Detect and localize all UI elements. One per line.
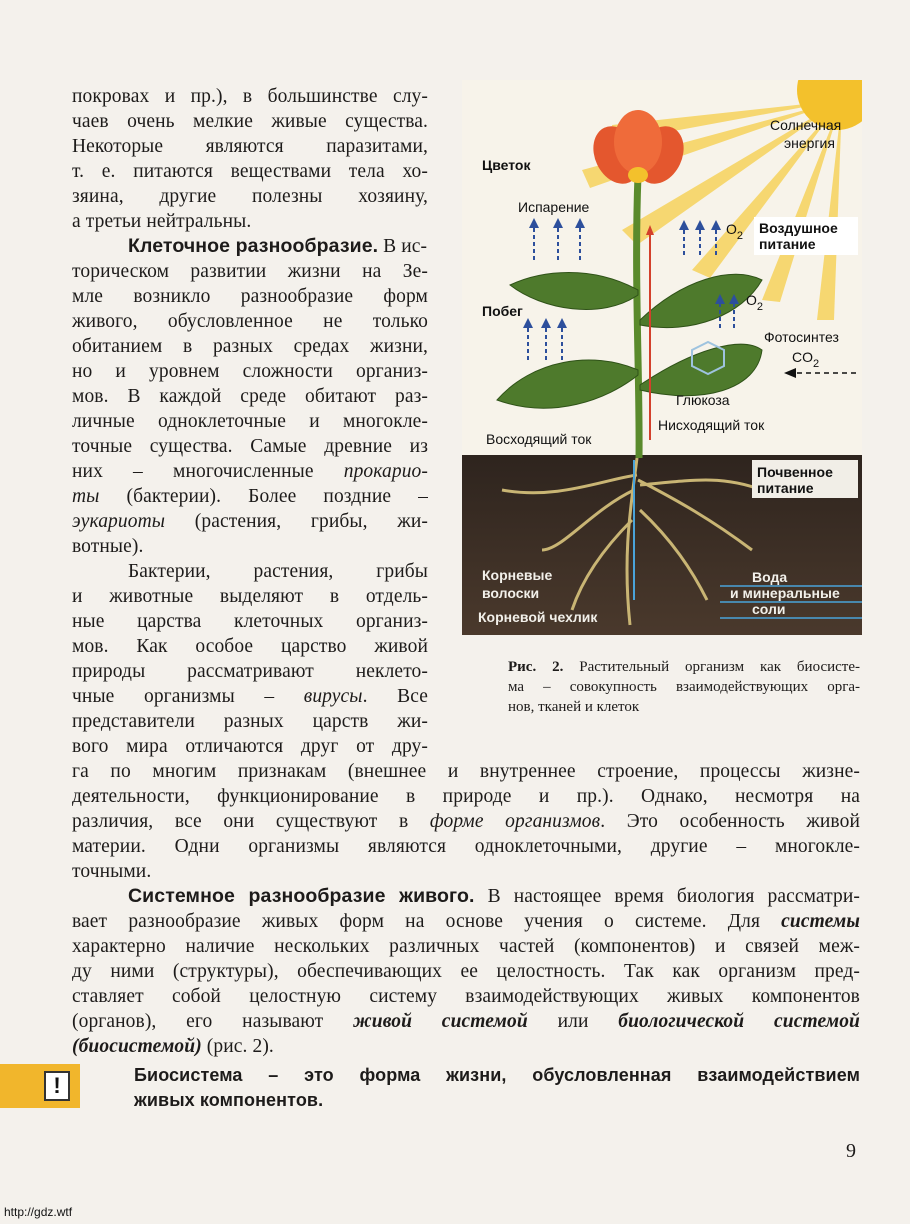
text-span: них – многочисленные xyxy=(72,461,344,482)
text-line: точные существа. Самые древние из xyxy=(72,436,428,457)
text-span: чные организмы – xyxy=(72,686,304,707)
plant-biosystem-figure xyxy=(462,80,862,635)
text-span: различия, все они существуют в xyxy=(72,811,430,832)
term-eukaryotes: эукариоты xyxy=(72,511,166,532)
label-soil-nutrition-1: Почвенное xyxy=(757,464,833,480)
label-co2: $CO_2$ xyxy=(792,349,820,370)
text-line: мов. В каждой среде обитают раз- xyxy=(72,386,428,407)
text-line: Некоторые являются паразитами, xyxy=(72,136,428,157)
caption-prefix: Рис. 2. xyxy=(508,659,564,675)
text-line: Бактерии, растения, грибы xyxy=(128,561,428,582)
heading-system-diversity: Системное разнообразие живого. xyxy=(128,885,475,907)
text-line: обитанием в разных средах жизни, xyxy=(72,336,428,357)
term-organism-form: форме организмов xyxy=(429,811,601,832)
text-line xyxy=(72,459,428,484)
text-line: ные царства клеточных организ- xyxy=(72,611,428,632)
term-prokaryotes: прокарио- xyxy=(343,461,428,482)
text-line: живого, обусловленное не только xyxy=(72,311,428,332)
text-line: мов. Как особое царство живой xyxy=(72,636,428,657)
text-span: В настоящее время биология рассматри- xyxy=(474,886,860,907)
label-photosynthesis: Фотосинтез xyxy=(764,329,839,345)
text-line: торическом развитии жизни на Зе- xyxy=(72,261,428,282)
label-glucose: Глюкоза xyxy=(676,392,730,408)
term-living-system: живой системой xyxy=(353,1011,528,1032)
exclamation-icon: ! xyxy=(44,1071,70,1101)
heading-cell-diversity: Клеточное разнообразие. xyxy=(128,235,379,257)
definition-line: Биосистема – это форма жизни, обусловленная взаимодействием xyxy=(134,1065,860,1085)
label-o2-top: $O_2$ xyxy=(726,221,744,242)
label-water-2: и минеральные xyxy=(730,585,840,601)
label-flower: Цветок xyxy=(482,157,531,173)
term-biological-system: биологической системой xyxy=(618,1011,860,1032)
label-air-nutrition-2: питание xyxy=(759,236,816,252)
label-descending-flow: Нисходящий ток xyxy=(658,417,765,433)
page-number: 9 xyxy=(846,1140,856,1162)
text-line: и животные выделяют в отдель- xyxy=(72,586,428,607)
watermark-text: http://gdz.wtf xyxy=(4,1205,73,1219)
text-line: вого мира отличаются друг от дру- xyxy=(72,736,428,757)
text-line: зяина, другие полезны хозяину, xyxy=(72,186,428,207)
caption-line xyxy=(508,657,860,677)
caption-line: ма – совокупность взаимодействующих орга- xyxy=(508,679,860,695)
text-line: природы рассматривают неклето- xyxy=(72,661,428,682)
text-line xyxy=(72,809,860,834)
label-evaporation: Испарение xyxy=(518,199,590,215)
text-span: вает разнообразие живых форм на основе учения о системе. Для xyxy=(72,911,782,932)
text-span: Растительный организм как биосисте- xyxy=(563,659,860,675)
text-line: точными. xyxy=(72,861,152,882)
text-span: (бактерии). Более поздние – xyxy=(99,486,428,507)
text-line: покровах и пр.), в большинстве слу- xyxy=(72,86,428,107)
label-ascending-flow: Восходящий ток xyxy=(486,431,592,447)
text-line: вотные). xyxy=(72,536,144,557)
text-line: личные одноклеточные и многокле- xyxy=(72,411,428,432)
label-root-hairs-1: Корневые xyxy=(482,567,553,583)
text-line: но и уровнем сложности организ- xyxy=(72,361,428,382)
text-line xyxy=(72,1034,274,1059)
term-biosystem: (биосистемой) xyxy=(72,1036,202,1057)
text-line xyxy=(72,1009,860,1034)
caption-line: нов, тканей и клеток xyxy=(508,699,640,715)
label-soil-nutrition-2: питание xyxy=(757,480,814,496)
text-line: т. е. питаются веществами тела хо- xyxy=(72,161,428,182)
stem xyxy=(637,175,640,458)
term-prokaryotes-end: ты xyxy=(72,486,100,507)
plant-diagram xyxy=(462,80,862,635)
paragraph-heading-line xyxy=(128,884,860,909)
text-span: или xyxy=(527,1011,619,1032)
text-line: материи. Одни организмы являются одноклеточными, другие – многокле- xyxy=(72,836,860,857)
text-line: характерно наличие нескольких различных частей (компонентов) и связей меж- xyxy=(72,936,860,957)
text-line xyxy=(72,509,428,534)
label-water-3: соли xyxy=(752,601,786,617)
text-span: (рис. 2). xyxy=(201,1036,274,1057)
label-water-1: Вода xyxy=(752,569,788,585)
text-line xyxy=(72,484,428,509)
label-sun-energy-1: Солнечная xyxy=(770,117,842,133)
text-span: . Все xyxy=(362,686,428,707)
label-root-hairs-2: волоски xyxy=(482,585,540,601)
text-span: (органов), его называют xyxy=(72,1011,354,1032)
text-line: мле возникло разнообразие форм xyxy=(72,286,428,307)
text-line: ставляет собой целостную систему взаимодействующих живых компонентов xyxy=(72,986,860,1007)
label-o2-mid: $O_2$ xyxy=(746,292,764,313)
label-sun-energy-2: энергия xyxy=(784,135,835,151)
term-systems: системы xyxy=(781,911,860,932)
label-shoot: Побег xyxy=(482,303,523,319)
text-line: представители разных царств жи- xyxy=(72,711,428,732)
text-line: ду ними (структуры), обеспечивающих ее целостность. Так как организм пред- xyxy=(72,961,860,982)
text-span: В ис- xyxy=(378,236,428,257)
text-span: (растения, грибы, жи- xyxy=(165,511,428,532)
text-line: а третьи нейтральны. xyxy=(72,211,252,232)
paragraph-heading-line xyxy=(128,234,427,259)
text-line xyxy=(72,684,428,709)
text-line: деятельности, функционирование в природе и пр.). Однако, несмотря на xyxy=(72,786,860,807)
label-root-cap: Корневой чехлик xyxy=(478,609,598,625)
label-air-nutrition-1: Воздушное xyxy=(759,220,838,236)
text-line: чаев очень мелкие живые существа. xyxy=(72,111,428,132)
text-span: . Это особенность живой xyxy=(600,811,860,832)
definition-line: живых компонентов. xyxy=(134,1090,324,1110)
text-line: га по многим признакам (внешнее и внутреннее строение, процессы жизне- xyxy=(72,761,860,782)
figure-caption xyxy=(508,657,860,717)
text-line xyxy=(72,909,860,934)
term-viruses: вирусы xyxy=(303,686,363,707)
